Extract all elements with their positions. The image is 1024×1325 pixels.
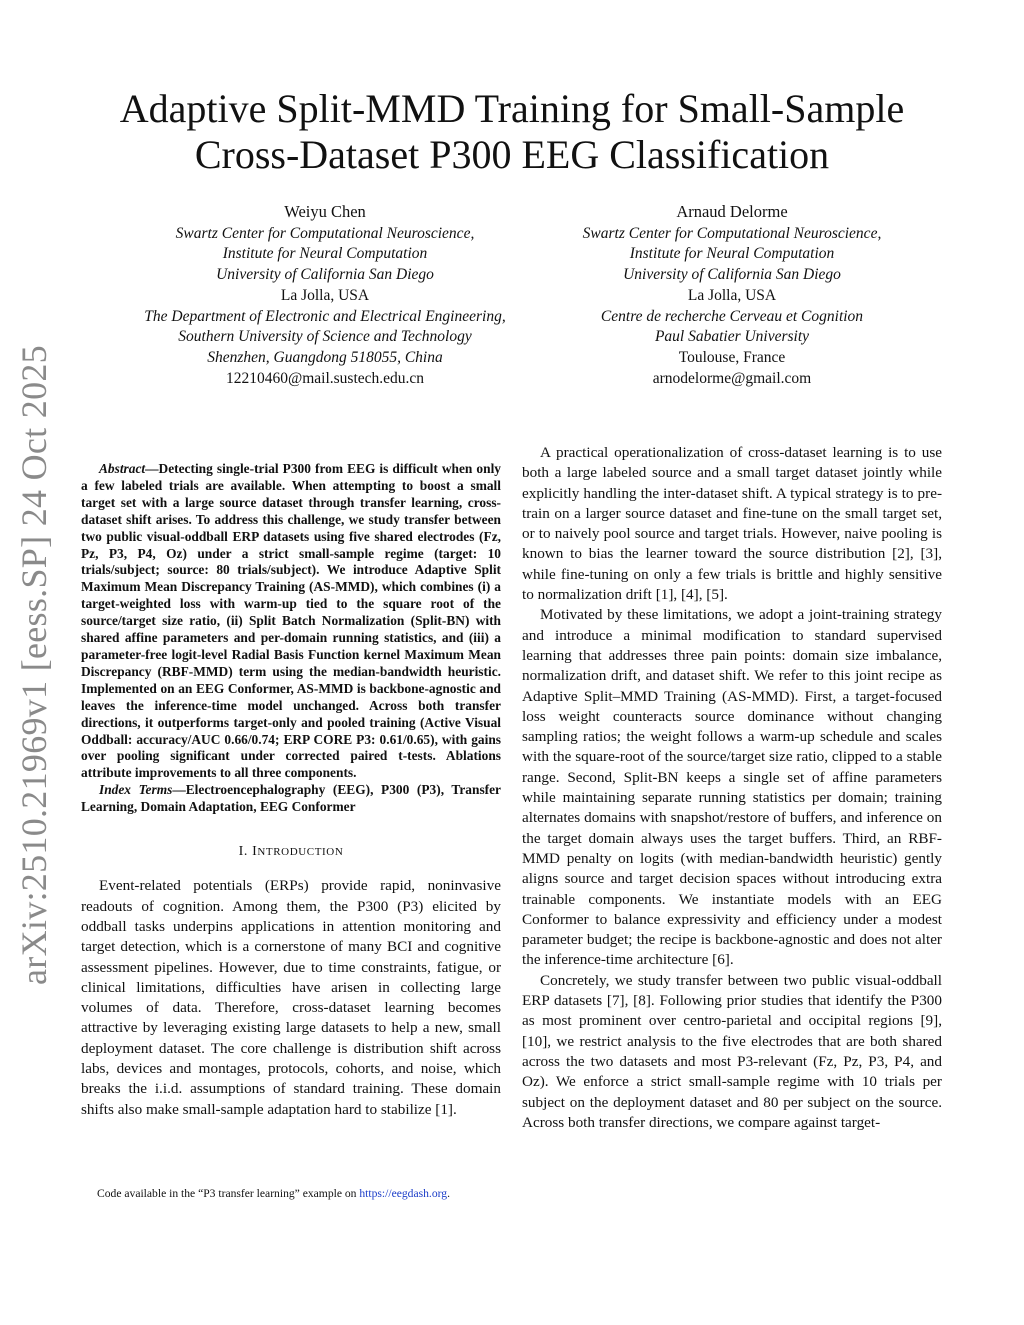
abstract-label: Abstract — [99, 461, 146, 476]
author-affiliation-line: University of California San Diego — [216, 266, 434, 284]
author-affiliation-line: The Department of Electronic and Electrical Engineering, — [144, 307, 506, 325]
author-affiliation-line: La Jolla, USA — [687, 286, 777, 304]
title-line-1: Adaptive Split-MMD Training for Small-Sample — [119, 86, 905, 131]
author-block-1 — [115, 202, 535, 389]
author-affiliation-line: Toulouse, France — [678, 348, 786, 366]
arxiv-identifier-stamp — [4, 345, 64, 985]
abstract — [81, 461, 501, 782]
body-paragraph: Event-related potentials (ERPs) provide rapid, noninvasive readouts of cognition. Among them, the P300 (P3) elicited by oddball tasks underpins applications in attention monitoring and target detection, which is a cornerstone of many BCI and cognitive assessment pipelines. However, due to time constraints, fatigue, or clinical limitations, difficulties have arisen in collecting large volumes of data. Therefore, cross-dataset learning becomes attractive by leveraging existing large datasets to help a new, small deployment dataset. The core challenge is distribution shift across labs, devices and montages, protocols, cohorts, and noise, which breaks the i.i.d. assumptions of standard training. These domain shifts also make small-sample adaptation hard to stabilize [1]. — [81, 877, 501, 1118]
arxiv-identifier: arXiv:2510.21969v1 [eess.SP] 24 Oct 2025 — [14, 345, 54, 985]
footnote-end: . — [447, 1187, 450, 1200]
author-affiliation-line: Centre de recherche Cerveau et Cognition — [600, 307, 864, 325]
index-terms-text: —Electroencephalography (EEG), P300 (P3), Transfer Learning, Domain Adaptation, EEG Conformer — [81, 782, 501, 815]
body-paragraph: Motivated by these limitations, we adopt a joint-training strategy and introduce a minimal modification to standard supervised learning that addresses three pain points: domain size imbalance, normalization drift, and dataset shift. We refer to this joint recipe as Adaptive Split–MMD Training (AS-MMD). First, a target-focused loss weight counteracts source dominance without changing sampling ratios; the weight follows a warm-up schedule and scales with the square-root of the source/target size ratio, clipped to a stable range. Second, Split-BN keeps a single set of affine parameters while maintaining separate running statistics per domain; training alternates domains with snapshot/restore of buffers, and inference on the target domain always uses the target buffers. Third, an RBF-MMD penalty on logits (with median-bandwidth heuristic) gently aligns source and target decision spaces without introducing extra trainable components. We instantiate models with an EEG Conformer to balance expressivity and efficiency under a modest parameter budget; the recipe is backbone-agnostic and does not alter the inference-time architecture [6]. — [522, 606, 942, 969]
title-line-2: Cross-Dataset P300 EEG Classification — [194, 132, 830, 177]
author-name: Weiyu Chen — [284, 202, 366, 221]
section-title-initial: I — [252, 844, 258, 860]
right-column — [522, 443, 942, 1133]
left-column — [81, 461, 501, 1120]
author-affiliation-line: Swartz Center for Computational Neuroscience, — [582, 224, 882, 242]
author-email: arnodelorme@gmail.com — [652, 369, 812, 387]
author-affiliation-line: La Jolla, USA — [280, 286, 370, 304]
footnote-text: Code available in the “P3 transfer learning” example on — [97, 1187, 360, 1200]
author-affiliation-line: University of California San Diego — [623, 266, 841, 284]
author-email: 12210460@mail.sustech.edu.cn — [225, 369, 425, 387]
author-affiliation-line: Shenzhen, Guangdong 518055, China — [207, 348, 443, 366]
author-affiliation-line: Swartz Center for Computational Neuroscience, — [175, 224, 475, 242]
author-affiliation-line: Paul Sabatier University — [654, 328, 810, 346]
index-terms — [81, 782, 501, 816]
body-paragraph: Concretely, we study transfer between two public visual-oddball ERP datasets [7], [8]. Following prior studies that identify the P300 as most prominent over centro-parietal and occipital regions [9], [10], we restrict analysis to the five electrodes that are both shared across the two datasets and most P3-relevant (Fz, Pz, P3, P4, and Oz). We enforce a strict small-sample regime with 10 trials per subject on the deployment dataset and 80 per subject on the source. Across both transfer directions, we compare against target- — [522, 971, 942, 1131]
author-affiliation-line: Institute for Neural Computation — [222, 245, 428, 263]
author-affiliation-line: Southern University of Science and Technology — [178, 328, 472, 346]
section-heading-introduction — [81, 842, 501, 862]
footnote — [81, 1186, 521, 1201]
index-terms-label: Index Terms — [99, 782, 173, 798]
author-block-2 — [522, 202, 942, 389]
section-number: I. — [238, 844, 248, 860]
body-paragraph: A practical operationalization of cross-dataset learning is to use both a large labeled source and a small target dataset jointly while explicitly handling the inter-dataset shift. A typical strategy is to pre-train on a larger source dataset and fine-tune on the small target set, or to naively pool source and target trials. However, naive pooling is known to bias the learner toward the source distribution [2], [3], while fine-tuning on only a few trials is brittle and highly sensitive to normalization drift [1], [4], [5]. — [522, 444, 942, 604]
abstract-text: —Detecting single-trial P300 from EEG is difficult when only a few labeled trials are available. When attempting to boost a small target set with a large source dataset through transfer learning, cross-dataset shift arises. To address this challenge, we study transfer between two public visual-oddball ERP datasets using five shared electrodes (Fz, Pz, P3, P4, Oz) under a strict small-sample regime (target: 10 trials/subject; source: 80 trials/subject). We introduce Adaptive Split Maximum Mean Discrepancy Training (AS-MMD), which combines (i) a target-weighted loss with warm-up tied to the square root of the source/target size ratio, (ii) Split Batch Normalization (Split-BN) with shared affine parameters and per-domain running statistics, and (iii) a parameter-free logit-level Radial Basis Function kernel Maximum Mean Discrepancy (RBF-MMD) term using the median-bandwidth heuristic. Implemented on an EEG Conformer, AS-MMD is backbone-agnostic and leaves the inference-time model unchanged. Across both transfer directions, it outperforms target-only and pooled training (Active Visual Oddball: accuracy/AUC 0.66/0.74; ERP CORE P3: 0.61/0.65), with gains over pooling significant under corrected paired t-tests. Ablations attribute improvements to all three components. — [81, 461, 501, 781]
footnote-link[interactable]: https://eegdash.org — [359, 1187, 448, 1200]
paper-title — [80, 86, 944, 178]
author-name: Arnaud Delorme — [676, 202, 788, 221]
section-title-rest: NTRODUCTION — [257, 846, 344, 859]
author-affiliation-line: Institute for Neural Computation — [629, 245, 835, 263]
